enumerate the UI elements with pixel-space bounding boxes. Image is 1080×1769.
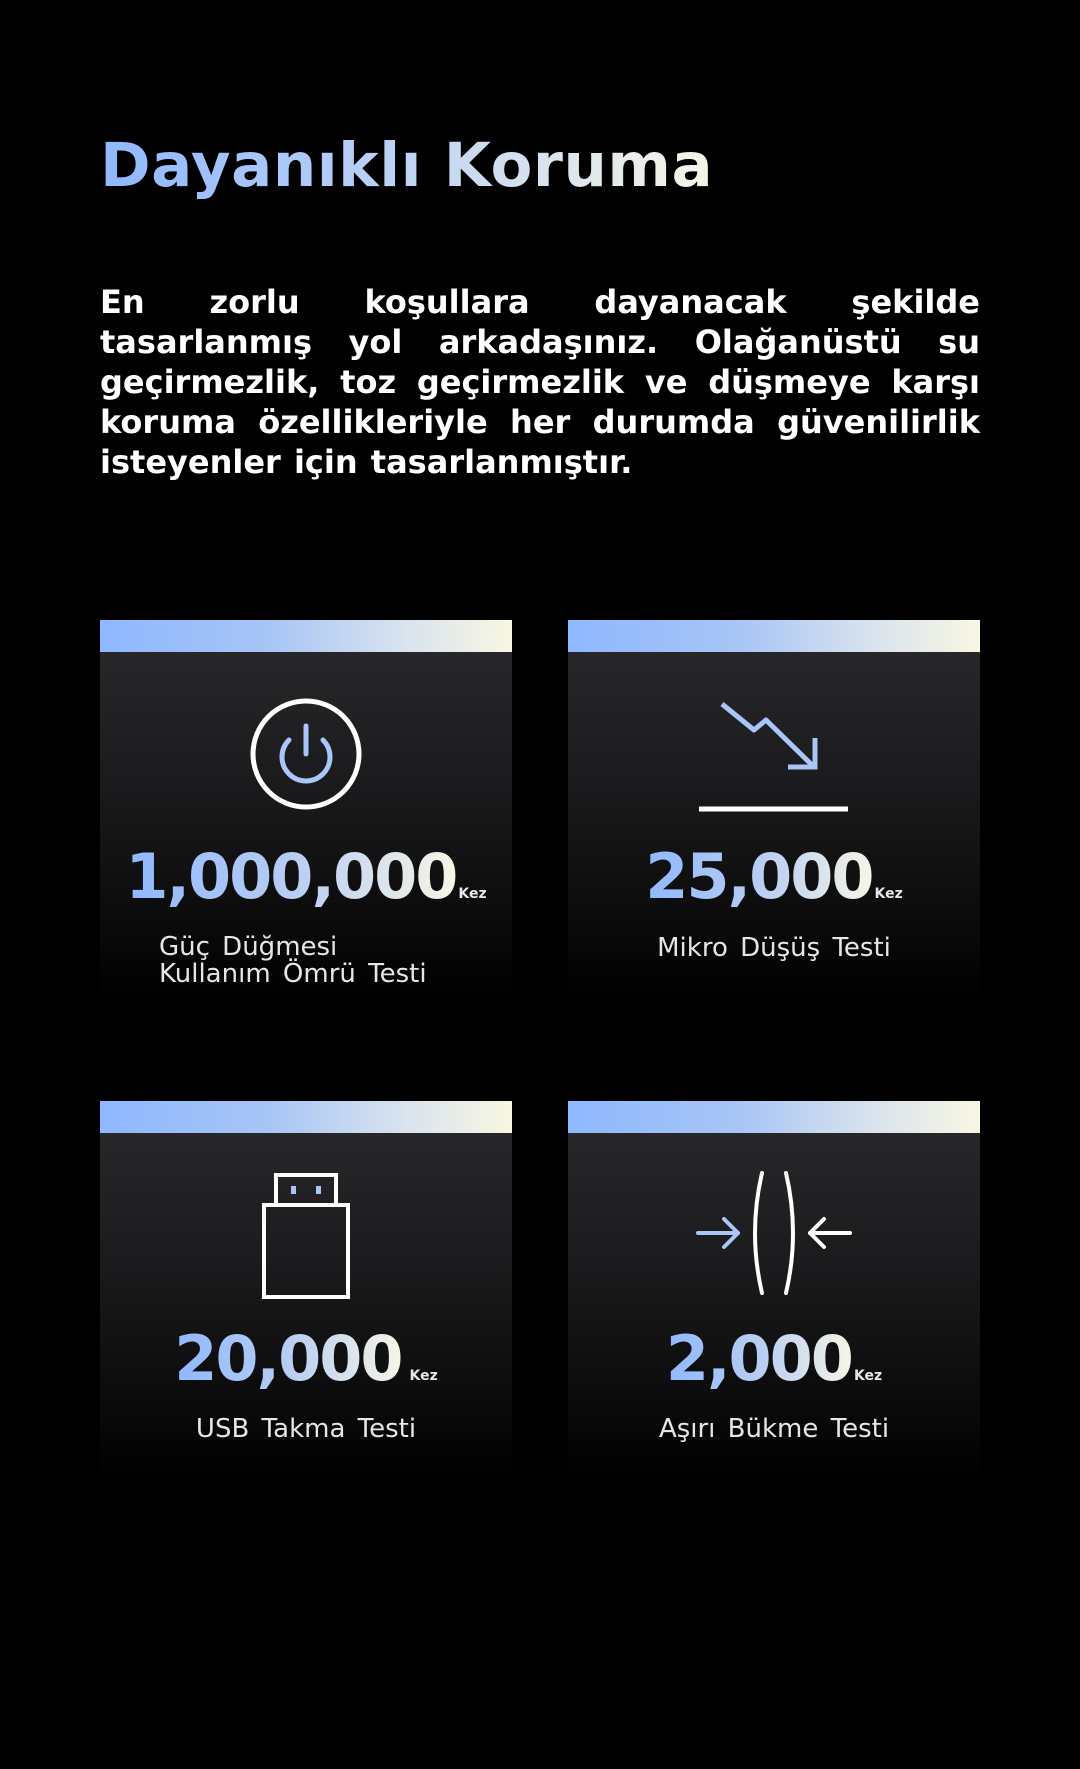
stat-card-micro-drop <box>568 620 980 1002</box>
card-accent-bar <box>568 620 980 652</box>
page-title: Dayanıklı Koruma <box>100 128 713 204</box>
stat-label: Aşırı Bükme Testi <box>658 1414 890 1444</box>
stat-bending <box>568 1322 980 1395</box>
stat-card-power-button <box>100 620 512 1002</box>
stat-unit: Kez <box>874 886 903 902</box>
usb-plug-icon <box>261 1171 351 1301</box>
power-icon <box>248 696 364 812</box>
stat-value: 2,000 <box>665 1322 852 1395</box>
stat-label: Güç Düğmesi Kullanım Ömrü Testi <box>159 932 427 989</box>
drop-arrow-icon <box>696 700 852 816</box>
bend-arrows-icon <box>694 1169 854 1297</box>
stat-unit: Kez <box>409 1368 438 1384</box>
card-accent-bar <box>100 1101 512 1133</box>
stat-usb <box>100 1322 512 1395</box>
stat-unit: Kez <box>458 886 487 902</box>
stat-label: Mikro Düşüş Testi <box>657 933 891 963</box>
stat-card-usb <box>100 1101 512 1483</box>
card-accent-bar <box>568 1101 980 1133</box>
stat-value: 20,000 <box>174 1322 402 1395</box>
stat-value: 25,000 <box>645 840 873 913</box>
stat-card-bending <box>568 1101 980 1483</box>
stat-unit: Kez <box>853 1368 883 1384</box>
stat-label: USB Takma Testi <box>195 1414 417 1444</box>
stat-value: 1,000,000 <box>125 840 457 913</box>
intro-paragraph: En zorlu koşullara dayanacak şekilde tasarlanmış yol arkadaşınız. Olağanüstü su geçirmezlik, toz geçirmezlik ve düşmeye karşı koruma özellikleriyle her durumda güvenilirlik isteyenler için tasarlanmıştır. <box>100 283 980 481</box>
stat-micro-drop <box>568 840 980 913</box>
card-accent-bar <box>100 620 512 652</box>
stat-power-button <box>100 840 512 913</box>
